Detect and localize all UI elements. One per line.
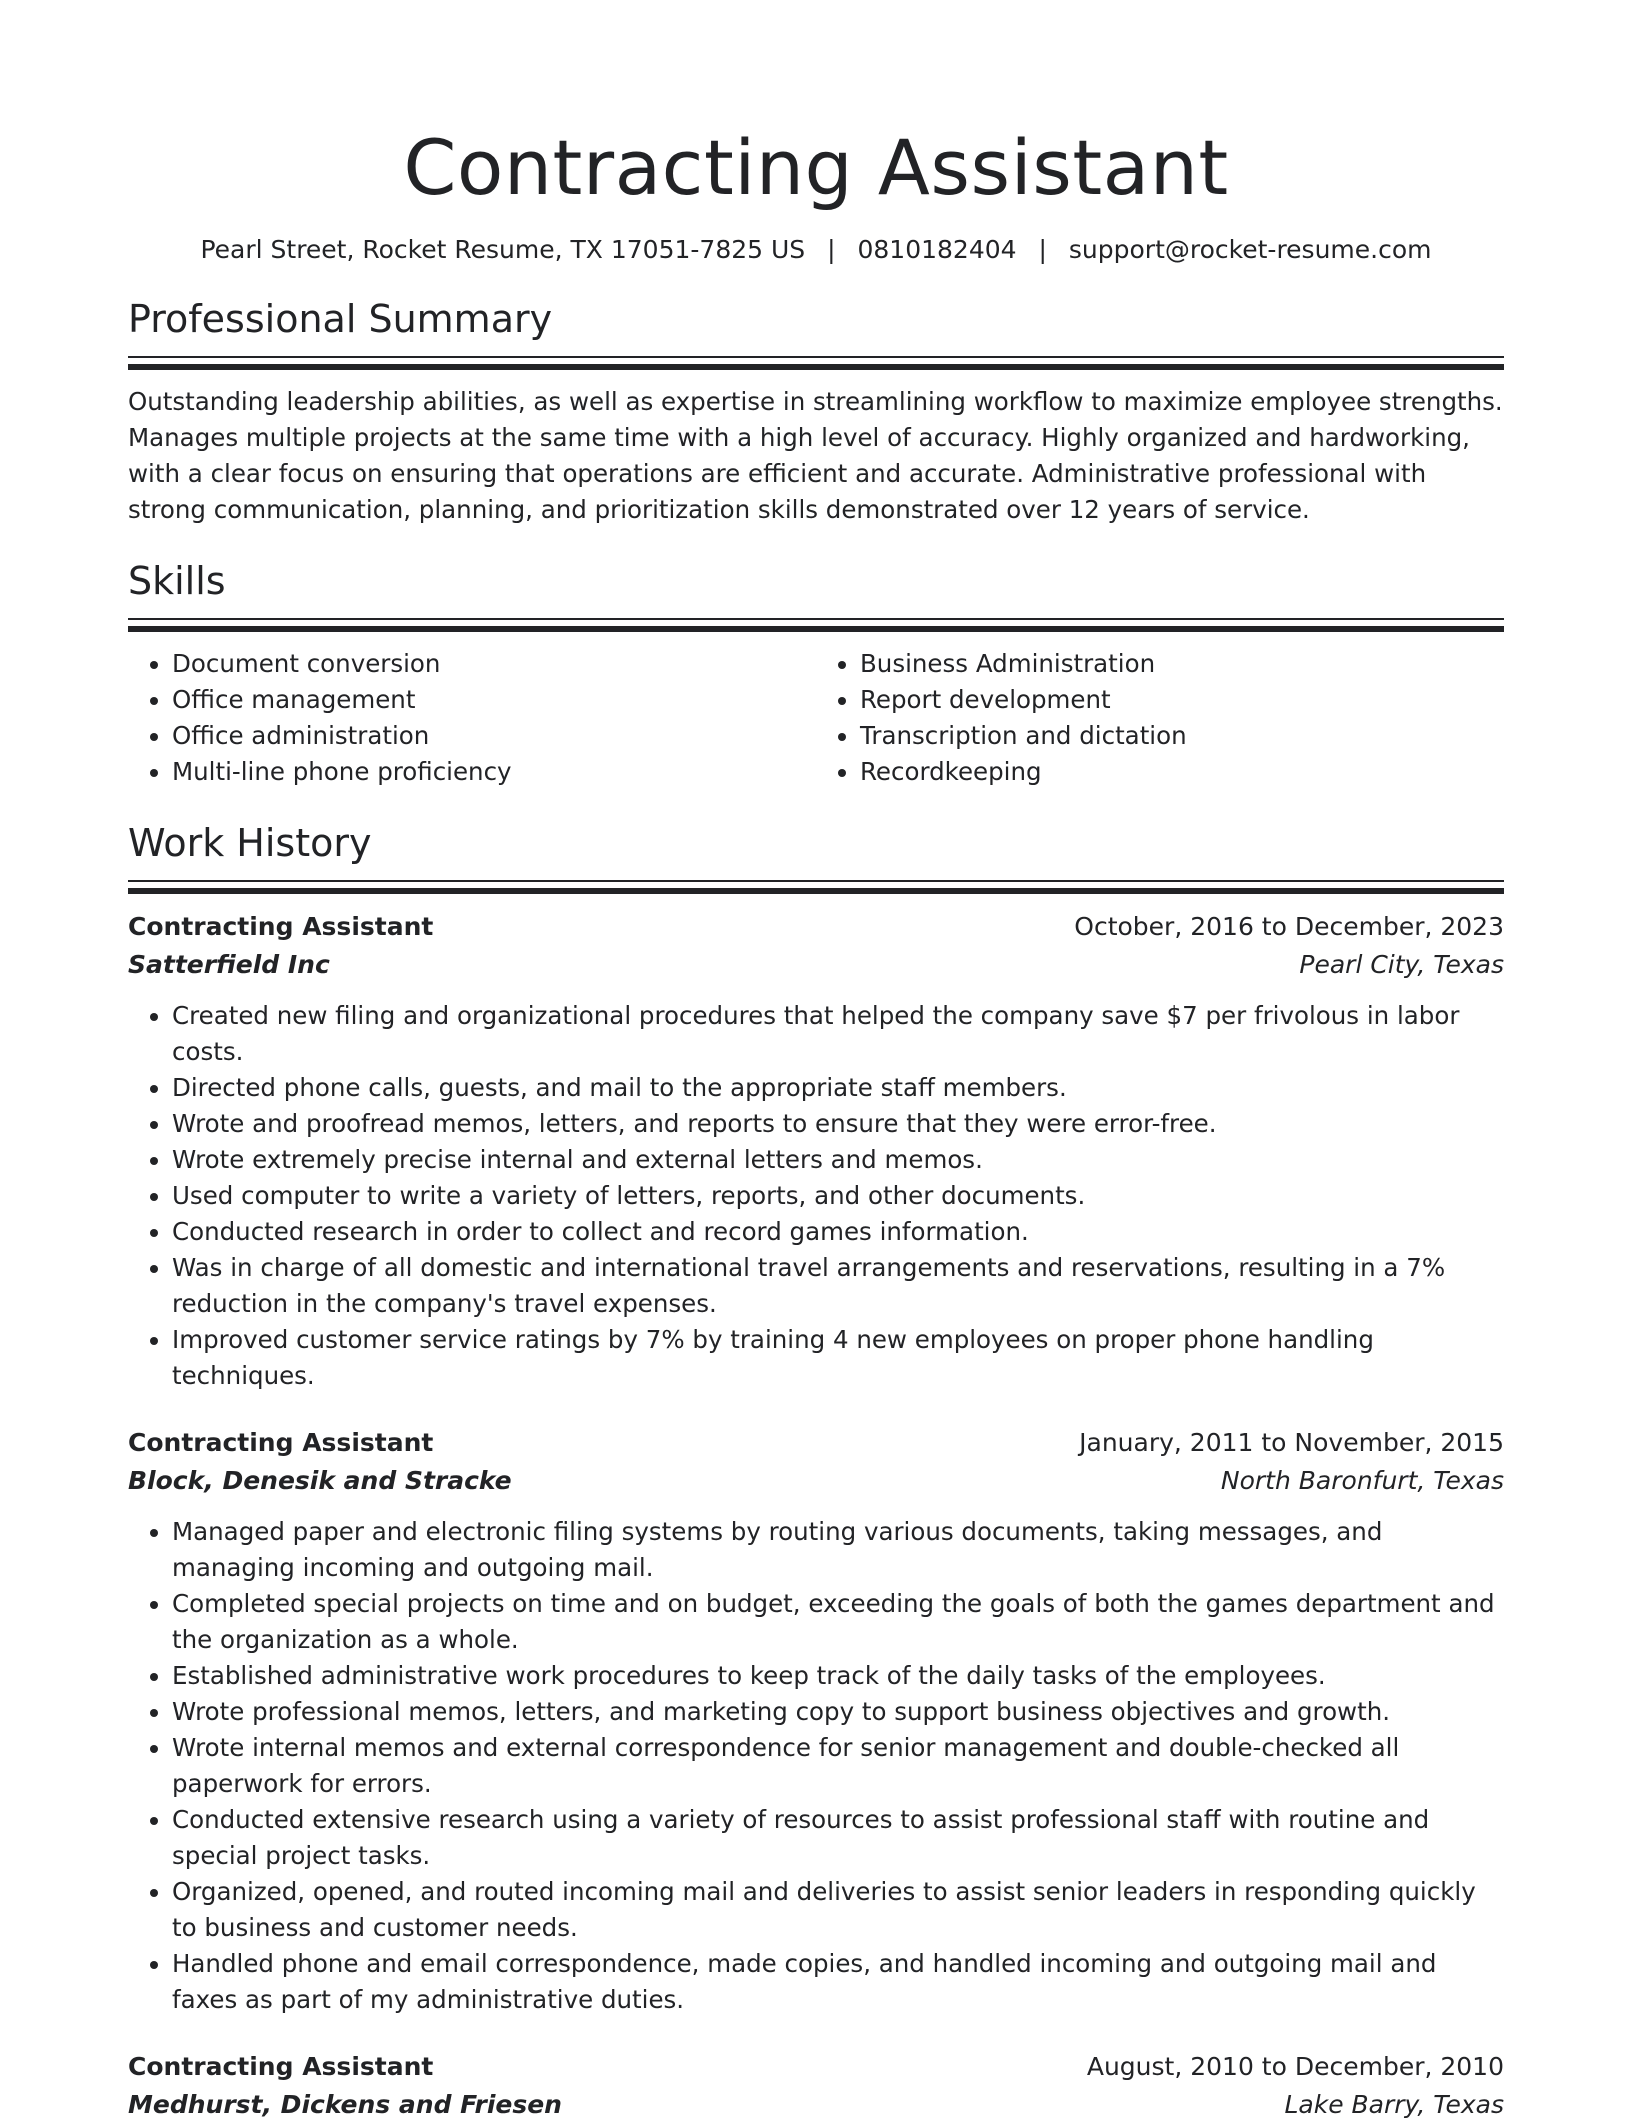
job-location: Pearl City, Texas	[1299, 950, 1504, 979]
skill-item: • Recordkeeping	[860, 754, 1504, 790]
contact-address: Pearl Street, Rocket Resume, TX 17051-7825 US	[200, 235, 806, 264]
skills-heading: Skills	[128, 559, 226, 603]
job-company: Block, Denesik and Stracke	[128, 1466, 512, 1495]
job-location: Lake Barry, Texas	[1284, 2090, 1504, 2119]
skill-item: • Business Administration	[860, 646, 1504, 682]
job-bullet: • Directed phone calls, guests, and mail to the appropriate staff members.	[172, 1070, 1504, 1106]
job-company-row	[128, 946, 1504, 984]
job-entry	[128, 1424, 1504, 2018]
contact-separator: |	[1038, 235, 1047, 264]
skill-item: • Office management	[172, 682, 816, 718]
section-rule	[128, 880, 1504, 894]
job-bullet: • Conducted research in order to collect and record games information.	[172, 1214, 1504, 1250]
job-bullet: • Used computer to write a variety of letters, reports, and other documents.	[172, 1178, 1504, 1214]
contact-phone: 0810182404	[857, 235, 1017, 264]
work-section	[128, 820, 1504, 2124]
contact-separator: |	[827, 235, 836, 264]
section-rule	[128, 618, 1504, 632]
skill-item: • Office administration	[172, 718, 816, 754]
job-bullet: • Wrote and proofread memos, letters, and reports to ensure that they were error-free.	[172, 1106, 1504, 1142]
job-bullet: • Conducted extensive research using a variety of resources to assist professional staff with routine and special project tasks.	[172, 1802, 1504, 1874]
job-bullets	[128, 998, 1504, 1394]
job-company-row	[128, 2086, 1504, 2124]
skills-columns	[128, 646, 1504, 790]
job-bullet: • Created new filing and organizational procedures that helped the company save $7 per frivolous in labor costs.	[172, 998, 1504, 1070]
work-heading: Work History	[128, 821, 372, 865]
job-dates: January, 2011 to November, 2015	[1079, 1428, 1504, 1457]
contact-line	[128, 232, 1504, 268]
skill-item: • Document conversion	[172, 646, 816, 682]
skill-item: • Transcription and dictation	[860, 718, 1504, 754]
skill-item: • Multi-line phone proficiency	[172, 754, 816, 790]
skill-item: • Report development	[860, 682, 1504, 718]
job-bullet: • Established administrative work procedures to keep track of the daily tasks of the employees.	[172, 1658, 1504, 1694]
summary-text: Outstanding leadership abilities, as well as expertise in streamlining workflow to maximize employee strengths. Manages multiple projects at the same time with a high level of accuracy. Highly organized and hardworking, with a clear focus on ensuring that operations are efficient and accurate. Administrative professional with strong communication, planning, and prioritization skills demonstrated over 12 years of service.	[128, 387, 1503, 524]
job-location: North Baronfurt, Texas	[1220, 1466, 1504, 1495]
section-rule	[128, 356, 1504, 370]
contact-email: support@rocket-resume.com	[1068, 235, 1432, 264]
job-role: Contracting Assistant	[128, 2052, 434, 2081]
resume-title: Contracting Assistant	[403, 123, 1229, 212]
job-bullet: • Improved customer service ratings by 7% by training 4 new employees on proper phone handling techniques.	[172, 1322, 1504, 1394]
job-company: Medhurst, Dickens and Friesen	[128, 2090, 562, 2119]
skills-left-list	[128, 646, 816, 790]
job-bullet: • Managed paper and electronic filing systems by routing various documents, taking messages, and managing incoming and outgoing mail.	[172, 1514, 1504, 1586]
job-dates: August, 2010 to December, 2010	[1086, 2052, 1504, 2081]
skills-right-list	[816, 646, 1504, 790]
job-header-row	[128, 1424, 1504, 1462]
summary-section	[128, 296, 1504, 528]
job-bullet: • Wrote professional memos, letters, and marketing copy to support business objectives and growth.	[172, 1694, 1504, 1730]
job-role: Contracting Assistant	[128, 1428, 434, 1457]
summary-heading: Professional Summary	[128, 297, 553, 341]
job-bullet: • Completed special projects on time and on budget, exceeding the goals of both the games department and the organization as a whole.	[172, 1586, 1504, 1658]
job-bullet: • Was in charge of all domestic and international travel arrangements and reservations, resulting in a 7% reduction in the company's travel expenses.	[172, 1250, 1504, 1322]
job-bullet: • Organized, opened, and routed incoming mail and deliveries to assist senior leaders in responding quickly to business and customer needs.	[172, 1874, 1504, 1946]
job-dates: October, 2016 to December, 2023	[1074, 912, 1504, 941]
job-bullet: • Wrote extremely precise internal and external letters and memos.	[172, 1142, 1504, 1178]
job-company: Satterfield Inc	[128, 950, 330, 979]
job-entry	[128, 908, 1504, 1394]
skills-section	[128, 558, 1504, 790]
job-bullet: • Wrote internal memos and external correspondence for senior management and double-checked all paperwork for errors.	[172, 1730, 1504, 1802]
job-header-row	[128, 908, 1504, 946]
job-company-row	[128, 1462, 1504, 1500]
job-bullet: • Handled phone and email correspondence, made copies, and handled incoming and outgoing mail and faxes as part of my administrative duties.	[172, 1946, 1504, 2018]
job-bullets	[128, 1514, 1504, 2018]
job-header-row	[128, 2048, 1504, 2086]
job-role: Contracting Assistant	[128, 912, 434, 941]
job-entry	[128, 2048, 1504, 2124]
